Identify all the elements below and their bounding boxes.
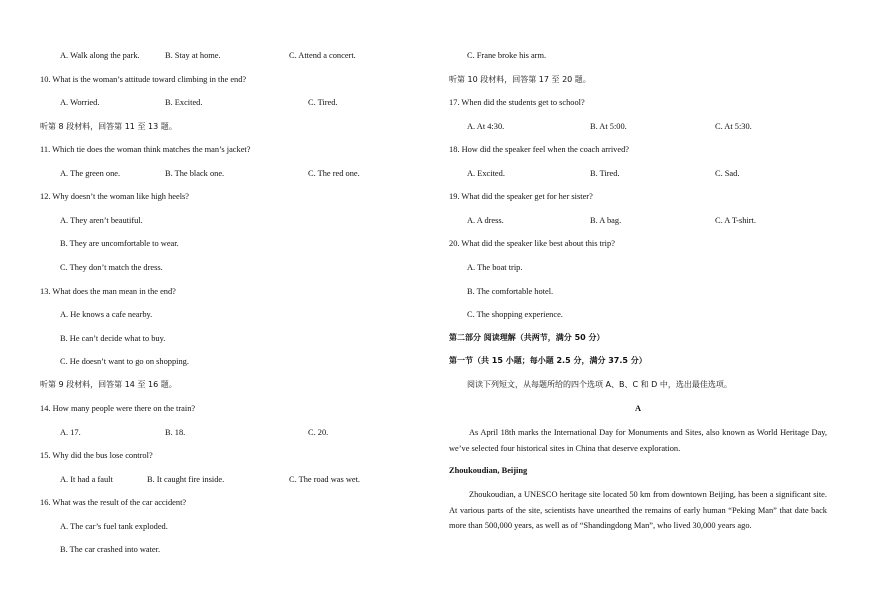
- option: A. It had a fault: [60, 475, 113, 484]
- question-stem: 13. What does the man mean in the end?: [40, 287, 176, 296]
- option: C. A T-shirt.: [715, 216, 756, 225]
- question-stem: 10. What is the woman’s attitude toward climbing in the end?: [40, 75, 247, 84]
- question-stem: 14. How many people were there on the train?: [40, 404, 196, 413]
- option: C. Attend a concert.: [289, 51, 356, 60]
- option: A. They aren’t beautiful.: [60, 216, 143, 225]
- passage-paragraph: Zhoukoudian, a UNESCO heritage site located 50 km from downtown Beijing, has been a significant site. At various parts of the site, scientists have unearthed the remains of early human “Peking Man” that date back more than 500,000 years, as well as of “Shandingdong Man”, who lived 30,000 years ago.: [449, 490, 827, 530]
- section-title: 第一节（共 15 小题；每小题 2.5 分，满分 37.5 分）: [449, 356, 647, 365]
- section-heading: 听第 10 段材料，回答第 17 至 20 题。: [449, 75, 591, 84]
- option: B. Excited.: [165, 98, 203, 107]
- question-stem: 12. Why doesn’t the woman like high heels?: [40, 192, 190, 201]
- option: A. At 4:30.: [467, 122, 505, 131]
- option: A. Walk along the park.: [60, 51, 140, 60]
- option: C. Frane broke his arm.: [467, 51, 547, 60]
- option: B. A bag.: [590, 216, 622, 225]
- option: B. He can’t decide what to buy.: [60, 334, 166, 343]
- option: B. Stay at home.: [165, 51, 221, 60]
- option: A. Excited.: [467, 169, 505, 178]
- option: A. Worried.: [60, 98, 100, 107]
- option: C. The red one.: [308, 169, 360, 178]
- question-stem: 18. How did the speaker feel when the coach arrived?: [449, 145, 629, 154]
- option: A. 17.: [60, 428, 81, 437]
- option: B. The comfortable hotel.: [467, 287, 554, 296]
- option: C. 20.: [308, 428, 329, 437]
- section-heading: 听第 9 段材料，回答第 14 至 16 题。: [40, 380, 177, 389]
- question-stem: 20. What did the speaker like best about this trip?: [449, 239, 615, 248]
- option: C. Sad.: [715, 169, 740, 178]
- question-stem: 17. When did the students get to school?: [449, 98, 585, 107]
- question-stem: 19. What did the speaker get for her sister?: [449, 192, 593, 201]
- option: C. He doesn’t want to go on shopping.: [60, 357, 189, 366]
- option: B. The black one.: [165, 169, 225, 178]
- question-stem: 11. Which tie does the woman think matches the man’s jacket?: [40, 145, 251, 154]
- option: C. The road was wet.: [289, 475, 361, 484]
- option: A. A dress.: [467, 216, 504, 225]
- passage-subheading: Zhoukoudian, Beijing: [449, 466, 528, 475]
- option: B. It caught fire inside.: [147, 475, 225, 484]
- option: B. 18.: [165, 428, 186, 437]
- part-title: 第二部分 阅读理解（共两节，满分 50 分）: [449, 333, 605, 342]
- section-heading: 听第 8 段材料，回答第 11 至 13 题。: [40, 122, 177, 131]
- option: A. He knows a cafe nearby.: [60, 310, 153, 319]
- option: B. At 5:00.: [590, 122, 627, 131]
- option: C. The shopping experience.: [467, 310, 563, 319]
- option: C. Tired.: [308, 98, 338, 107]
- question-stem: 15. Why did the bus lose control?: [40, 451, 153, 460]
- instruction: 阅读下列短文，从每题所给的四个选项 A、B、C 和 D 中，选出最佳选项。: [467, 380, 732, 389]
- option: A. The green one.: [60, 169, 121, 178]
- option: C. They don’t match the dress.: [60, 263, 163, 272]
- option: B. The car crashed into water.: [60, 545, 161, 554]
- passage-paragraph: As April 18th marks the International Day for Monuments and Sites, also known as World Heritage Day, we’ve selected four historical sites in China that deserve exploration.: [449, 428, 827, 453]
- question-stem: 16. What was the result of the car accident?: [40, 498, 187, 507]
- option: C. At 5:30.: [715, 122, 752, 131]
- passage-letter: A: [634, 404, 642, 413]
- option: A. The car’s fuel tank exploded.: [60, 522, 168, 531]
- option: A. The boat trip.: [467, 263, 523, 272]
- option: B. They are uncomfortable to wear.: [60, 239, 179, 248]
- option: B. Tired.: [590, 169, 620, 178]
